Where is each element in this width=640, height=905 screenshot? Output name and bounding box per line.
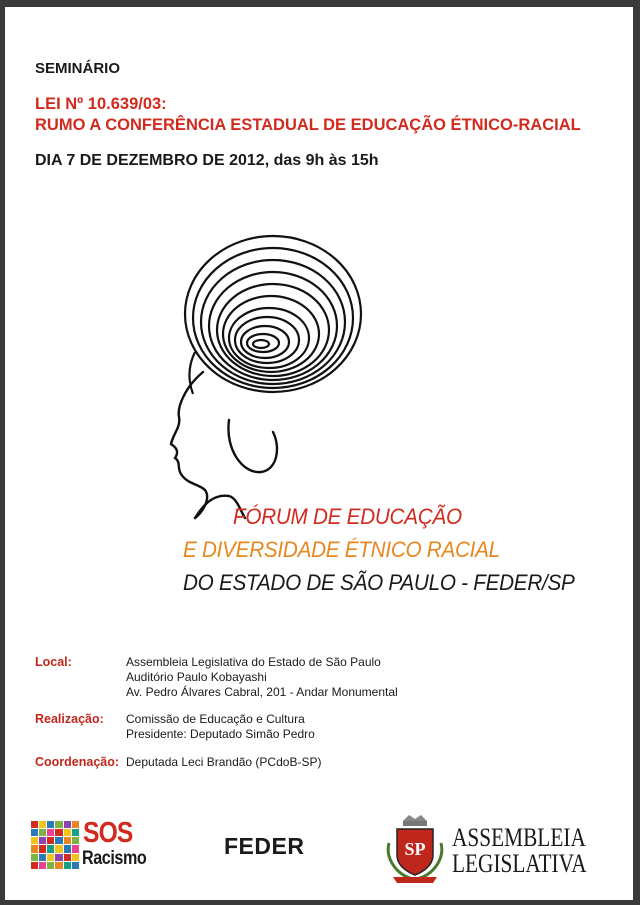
law-title [35, 94, 581, 136]
seminar-label: SEMINÁRIO [35, 60, 121, 77]
realizacao-line: Presidente: Deputado Simão Pedro [126, 727, 315, 741]
sos-mosaic-icon [31, 821, 79, 869]
event-date-time: das 9h às 15h [273, 152, 379, 169]
coordenacao-label: Coordenação: [35, 755, 120, 769]
local-line: Assembleia Legislativa do Estado de São Paulo [126, 655, 381, 669]
law-title-line1: LEI Nº 10.639/03: [35, 95, 167, 113]
law-title-line2: RUMO A CONFERÊNCIA ESTADUAL DE EDUCAÇÃO ÉTNICO-RACIAL [35, 116, 581, 134]
forum-title-line1: FÓRUM DE EDUCAÇÃO [233, 504, 462, 529]
event-date-day: DIA 7 DE DEZEMBRO DE 2012, [35, 152, 270, 169]
seal-letters: SP [404, 839, 426, 859]
realizacao-label: Realização: [35, 712, 104, 726]
local-value [126, 655, 398, 700]
poster [5, 7, 633, 900]
forum-title-line2: E DIVERSIDADE ÉTNICO RACIAL [183, 537, 500, 562]
feder-logo: FEDER [224, 833, 305, 859]
assembleia-wordmark-line2: LEGISLATIVA [452, 849, 587, 878]
forum-title-line3: DO ESTADO DE SÃO PAULO - FEDER/SP [183, 570, 575, 595]
sos-racismo-logo [31, 815, 151, 881]
sos-wordmark: SOS [83, 817, 133, 849]
realizacao-line: Comissão de Educação e Cultura [126, 712, 305, 726]
coordenacao-value: Deputada Leci Brandão (PCdoB-SP) [126, 755, 322, 769]
realizacao-value [126, 712, 315, 742]
local-line: Auditório Paulo Kobayashi [126, 670, 267, 684]
racismo-wordmark: Racismo [82, 848, 147, 869]
assembleia-wordmark-line1: ASSEMBLEIA [452, 823, 586, 852]
sao-paulo-seal-icon [383, 813, 447, 885]
local-label: Local: [35, 655, 72, 669]
local-line: Av. Pedro Álvares Cabral, 201 - Andar Monumental [126, 685, 398, 699]
event-date [35, 152, 379, 170]
fingerprint-face-illustration [155, 222, 375, 522]
